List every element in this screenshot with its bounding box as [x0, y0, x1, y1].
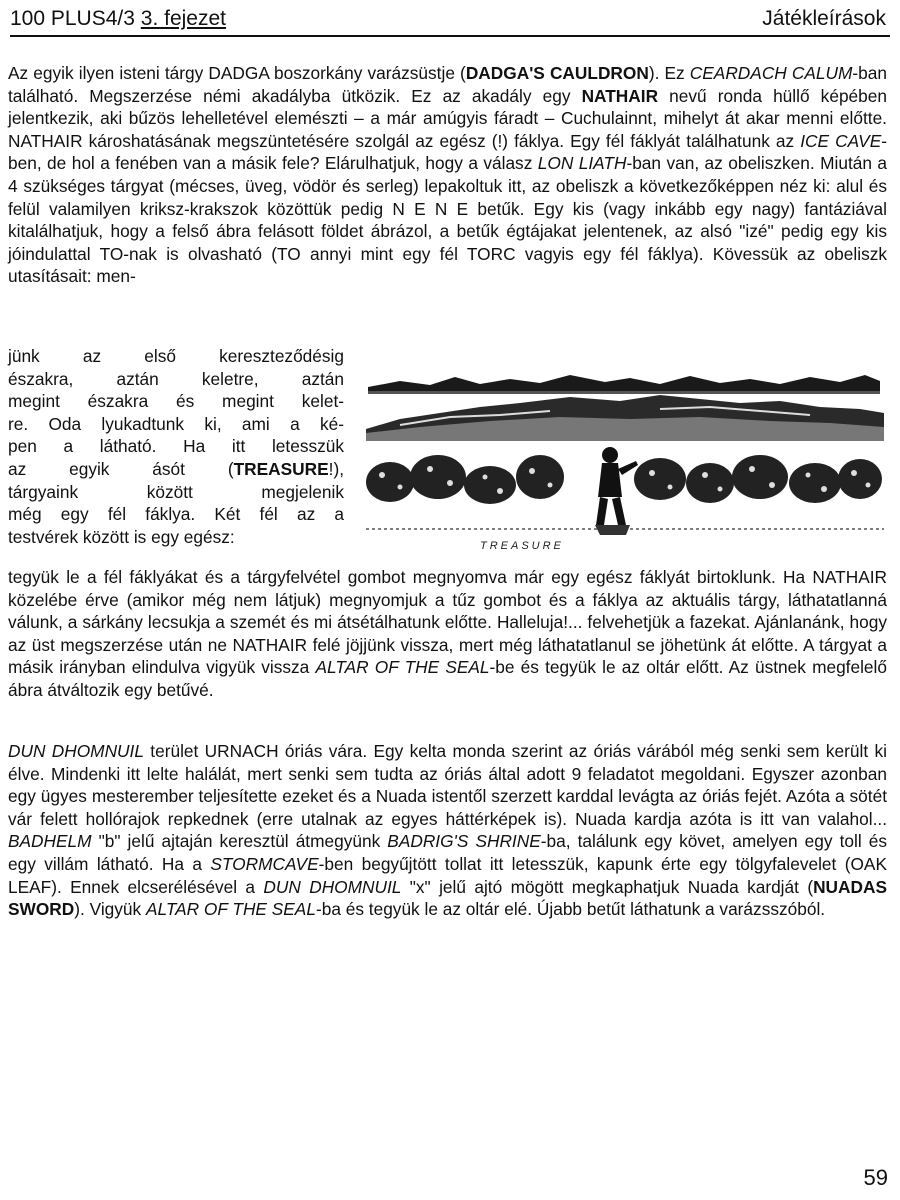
text-line: re. Oda lyukadtunk ki, ami a ké-: [8, 413, 344, 434]
text-run: -ba, találunk egy követ, amelyen egy toll és egy villám látható. Ha a: [8, 831, 887, 874]
location-name: BADHELM: [8, 831, 92, 852]
location-name: BADRIG'S SHRINE: [387, 831, 541, 852]
text-line: testvérek között is egy egész:: [8, 526, 235, 547]
text-line: [8, 458, 344, 481]
screenshot-caption: TREASURE: [480, 540, 564, 552]
text-run: tegyük le a fél fáklyákat és a tárgyfelvétel gombot megnyomva már egy egész fáklyát birtoklunk. Ha NATHAIR közelébe érve (amikor még nem látjuk) megnyomjuk a tűz gombot és a fáklya az aktuális tárgy, láthatatlanná válunk, a sárkány lecsukja a szemét és mi átsétálhatunk előtte. Halleluja!... felvehetjük a fazekat. Ajánlanánk, hogy az üst megszerzése után ne NATHAIR felé jöjjünk vissza, mert még láthatatlanul se jöhetünk át előtte. A tárgyat a másik irányban elindulva vigyük vissza: [8, 567, 887, 678]
paragraph-torch-continued: [8, 566, 887, 702]
book-title: 100 PLUS4/3: [10, 7, 135, 30]
item-name: TREASURE: [233, 458, 329, 479]
chapter-label: 3. fejezet: [140, 7, 227, 30]
item-name: DADGA'S CAULDRON: [465, 63, 649, 83]
running-header: [10, 5, 890, 37]
text-run: ). Ez: [648, 63, 690, 83]
location-name: ICE CAVE: [800, 130, 882, 151]
text-run: -be és tegyük le az oltár előtt. Az üstnek megfelelő ábra átváltozik egy betűvé.: [8, 657, 887, 700]
game-scene-image: [360, 357, 888, 553]
text-run: -ben, de hol a fenében van a másik fele? Elárulhatjuk, hogy a válasz: [8, 130, 887, 174]
location-name: LON LIATH: [537, 153, 627, 174]
creature-name: NATHAIR: [581, 85, 659, 106]
item-name: NUADAS SWORD: [8, 876, 888, 920]
header-left: [10, 5, 226, 33]
text-run: !),: [328, 458, 344, 479]
text-run: -ban található. Megszerzése némi akadályba ütközik. Ez az akadály egy: [8, 63, 887, 106]
wrapped-column: [8, 345, 344, 548]
location-name: ALTAR OF THE SEAL: [145, 899, 316, 920]
text-run: "x" jelű ajtó mögött megkaphatjuk Nuada kardját (: [401, 876, 814, 897]
mountain-range: [366, 395, 884, 441]
text-run: nevű ronda hüllő képében jelentkezik, aki bűzös lehelletével elemészti – a már amúgyis fáradt – Cuchulainnt, mihelyt át akar menni előtte. NATHAIR károshatásának megszüntetésére szolgál az egész (!) fáklya. Egy fél fáklyát találhatunk az: [8, 85, 887, 151]
location-name: STORMCAVE: [210, 853, 319, 874]
text-line: tárgyaink között megjelenik: [8, 481, 344, 502]
location-name: DUN DHOMNUIL: [263, 876, 402, 897]
text-run: -ban van, az obeliszken. Miután a 4 szükséges tárgyat (mécses, üveg, vödör és serleg) lepakoltuk itt, az obeliszk a következőképpen néz ki: alul és felül valamilyen kriksz-krakszok közöttük pedig N E N E betűk. Egy kis (vagy inkább egy nagy) fantáziával kitalálhatjuk, hogy a felső ábra felásott földet ábrázol, a betűk égtájakat jelentenek, az alsó "izé" pedig egy kis jóindulattal TO-nak is olvasható (TO annyi mint egy fél TORC vagyis egy fél fáklya). Kövessük az obeliszk utasításait: men-: [8, 153, 888, 287]
game-screenshot: [360, 357, 888, 553]
text-run: Az egyik ilyen isteni tárgy DADGA boszorkány varázsüstje (: [8, 63, 466, 83]
wrapped-text-with-figure: [8, 345, 888, 560]
text-run: -ba és tegyük le az oltár elé. Újabb betűt láthatunk a varázsszóból.: [315, 899, 826, 920]
text-run: "b" jelű ajtaján keresztül átmegyünk: [91, 831, 388, 852]
ground-line: [366, 525, 884, 535]
location-name: DUN DHOMNUIL: [8, 741, 144, 761]
location-name: ALTAR OF THE SEAL: [315, 657, 490, 678]
text-run: ). Vigyük: [74, 899, 146, 920]
text-line: még egy fél fáklya. Két fél az a: [8, 504, 344, 525]
top-rubble-band: [368, 375, 880, 394]
section-label: Játékleírások: [762, 7, 886, 30]
text-run: az egyik ásót (: [8, 458, 234, 479]
page-number: 59: [863, 1165, 888, 1190]
text-line: megint északra és megint kelet-: [8, 391, 344, 412]
text-line: északra, aztán keletre, aztán: [8, 368, 344, 389]
paragraph-dun-dhomnuil: [8, 740, 887, 921]
text-run: -ben begyűjtött tollat itt letesszük, kapunk érte egy tölgyfalevelet (OAK LEAF). Ennek elcserélésével a: [8, 853, 887, 897]
location-name: CEARDACH CALUM: [689, 63, 853, 83]
paragraph-cauldron: [8, 62, 887, 288]
bushes-band: [366, 455, 884, 517]
text-line: pen a látható. Ha itt letesszük: [8, 436, 344, 457]
text-line: jünk az első kereszteződésig: [8, 346, 344, 366]
text-run: terület URNACH óriás vára. Egy kelta monda szerint az óriás várából még senki sem került ki élve. Mindenki itt lelte halálát, mert senki sem tudta az óriás által adott 9 feladatot megoldani. Egyszer azonban egy ügyes mesterember teljesítette ezeket és a Nuada istentől szerzett karddal levágta az óriás fejét. Azóta a sötét vár felett hollórajok repkednek (erre utalnak az egyes háttérképek is). Nuada kardja azóta is itt van valahol...: [8, 741, 887, 829]
